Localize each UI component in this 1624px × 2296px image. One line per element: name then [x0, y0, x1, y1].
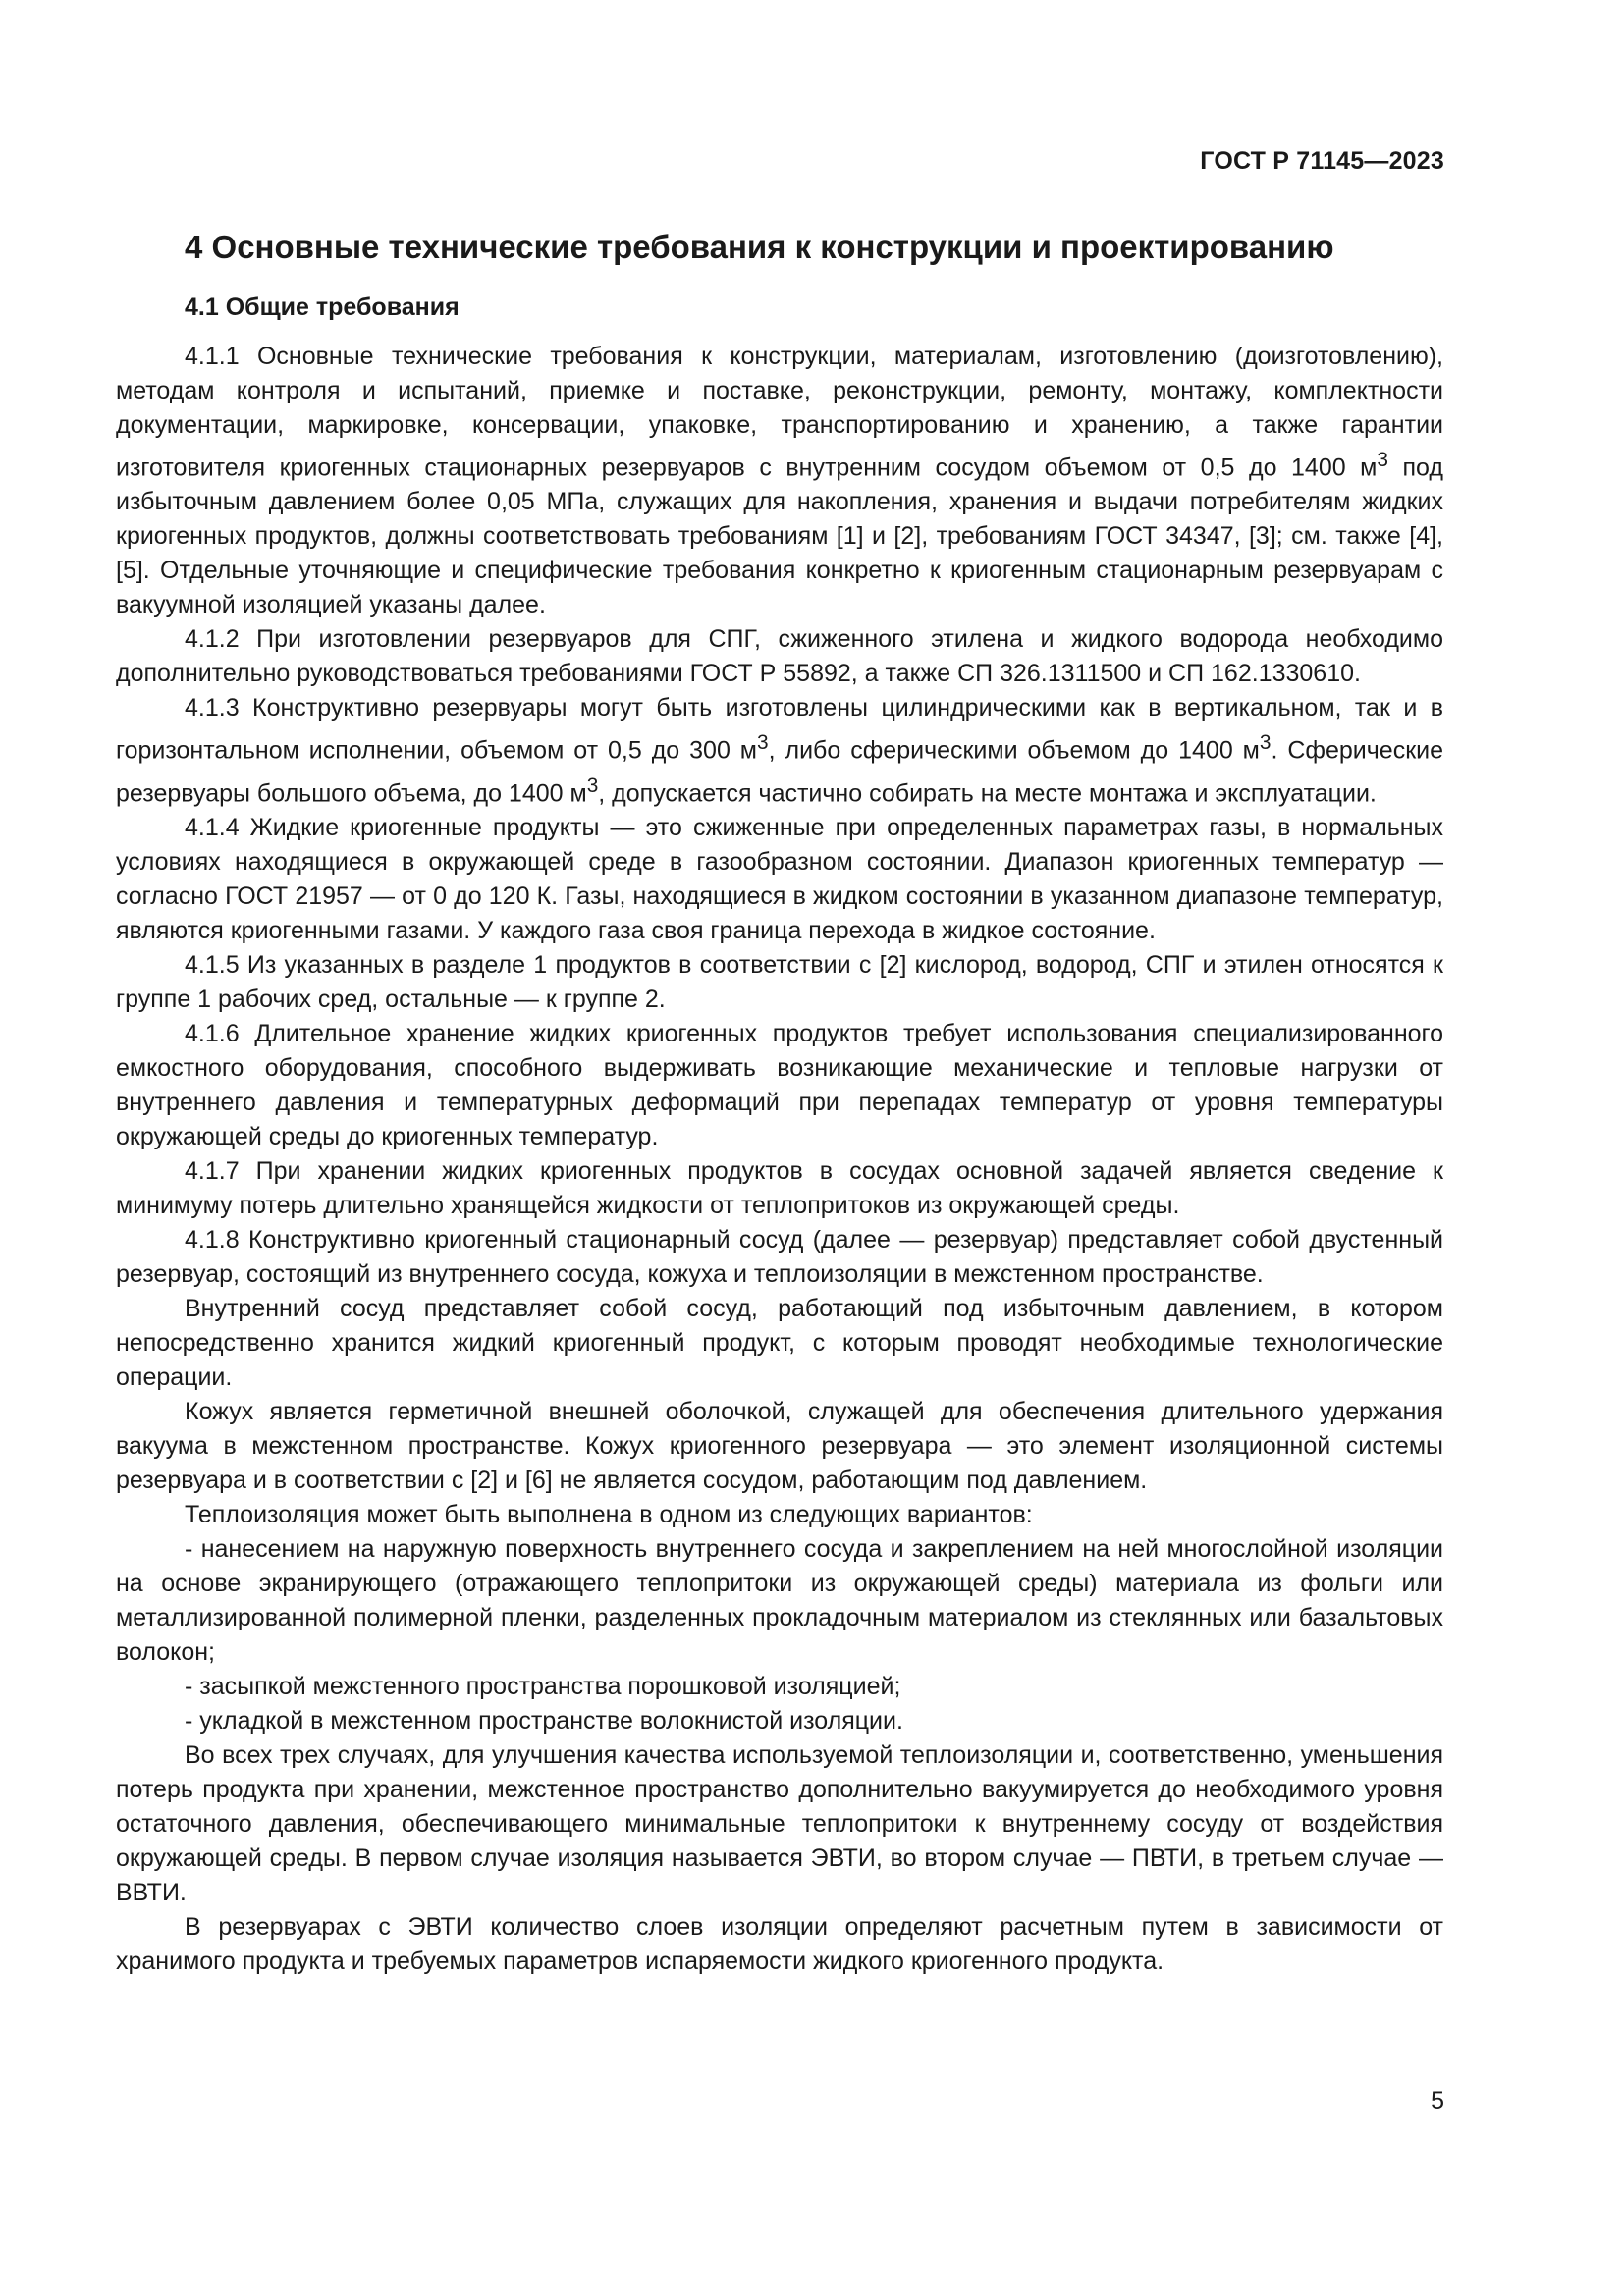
- paragraph-4-1-7: 4.1.7 При хранении жидких криогенных продуктов в сосудах основной задачей является сведение к минимуму потерь длительно хранящейся жидкости от теплопритоков из окружающей среды.: [116, 1156, 1443, 1219]
- page-number: 5: [1431, 2087, 1444, 2114]
- paragraph-4-1-3: 4.1.3 Конструктивно резервуары могут быть изготовлены цилиндрическими как в вертикальном, так и в горизонтальном исполнении, объемом от 0,5 до 300 $м^3$, либо сферическими объемом до 1400 $м^3$. Сферические резервуары большого объема, до 1400 $м^3$, допускается частично собирать на месте монтажа и эксплуатации.: [116, 694, 1444, 807]
- paragraph-layers: В резервуарах с ЭВТИ количество слоев изоляции определяют расчетным путем в зависимости от хранимого продукта и требуемых параметров испаряемости жидкого криогенного продукта.: [116, 1912, 1443, 1975]
- document-code: ГОСТ Р 71145—2023: [1200, 147, 1444, 175]
- page-content: [116, 228, 1443, 1979]
- list-item-fiber: - укладкой в межстенном пространстве волокнистой изоляции.: [185, 1706, 903, 1735]
- paragraph-inner-vessel: Внутренний сосуд представляет собой сосуд, работающий под избыточным давлением, в котором непосредственно хранится жидкий криогенный продукт, с которым проводят необходимые технологические операции.: [116, 1294, 1443, 1391]
- paragraph-4-1-6: 4.1.6 Длительное хранение жидких криогенных продуктов требует использования специализированного емкостного оборудования, способного выдерживать возникающие механические и тепловые нагрузки от внутреннего давления и температурных деформаций при перепадах температур от уровня температуры окружающей среды до криогенных температур.: [116, 1019, 1443, 1150]
- paragraph-jacket: Кожух является герметичной внешней оболочкой, служащей для обеспечения длительного удержания вакуума в межстенном пространстве. Кожух криогенного резервуара — это элемент изоляционной системы резервуара и в соответствии с [2] и [6] не является сосудом, работающим под давлением.: [116, 1397, 1443, 1494]
- paragraph-4-1-8: 4.1.8 Конструктивно криогенный стационарный сосуд (далее — резервуар) представляет собой двустенный резервуар, состоящий из внутреннего сосуда, кожуха и теплоизоляции в межстенном пространстве.: [116, 1225, 1443, 1288]
- paragraph-4-1-1: 4.1.1 Основные технические требования к конструкции, материалам, изготовлению (доизготовлению), методам контроля и испытаний, приемке и поставке, реконструкции, ремонту, монтажу, комплектности документации, маркировке, консервации, упаковке, транспортированию и хранению, а также гарантии изготовителя криогенных стационарных резервуаров с внутренним сосудом объемом от 0,5 до 1400 $м^3$ под избыточным давлением более 0,05 МПа, служащих для накопления, хранения и выдачи потребителям жидких криогенных продуктов, должны соответствовать требованиям [1] и [2], требованиям ГОСТ 34347, [3]; см. также [4], [5]. Отдельные уточняющие и специфические требования конкретно к криогенным стационарным резервуарам с вакуумной изоляцией указаны далее.: [116, 343, 1443, 619]
- list-item-powder: - засыпкой межстенного пространства порошковой изоляцией;: [185, 1672, 901, 1700]
- paragraph-4-1-4: 4.1.4 Жидкие криогенные продукты — это сжиженные при определенных параметрах газы, в нормальных условиях находящиеся в окружающей среде в газообразном состоянии. Диапазон криогенных температур — согласно ГОСТ 21957 — от 0 до 120 К. Газы, находящиеся в жидком состоянии в указанном диапазоне температур, являются криогенными газами. У каждого газа своя граница перехода в жидкое состояние.: [116, 813, 1443, 944]
- subsection-title: 4.1 Общие требования: [185, 294, 460, 321]
- paragraph-4-1-2: 4.1.2 При изготовлении резервуаров для СПГ, сжиженного этилена и жидкого водорода необходимо дополнительно руководствоваться требованиями ГОСТ Р 55892, а также СП 326.1311500 и СП 162.1330610.: [116, 625, 1443, 688]
- paragraph-4-1-5: 4.1.5 Из указанных в разделе 1 продуктов в соответствии с [2] кислород, водород, СПГ и этилен относятся к группе 1 рабочих сред, остальные — к группе 2.: [116, 950, 1443, 1013]
- list-item-mli: - нанесением на наружную поверхность внутреннего сосуда и закреплением на ней многослойной изоляции на основе экранирующего (отражающего теплопритоки из окружающей среды) материала из фольги или металлизированной полимерной пленки, разделенных прокладочным материалом из стеклянных или базальтовых волокон;: [116, 1534, 1443, 1666]
- paragraph-insulation-intro: Теплоизоляция может быть выполнена в одном из следующих вариантов:: [185, 1500, 1033, 1528]
- section-title: 4 Основные технические требования к конструкции и проектированию: [185, 229, 1334, 265]
- paragraph-vacuum: Во всех трех случаях, для улучшения качества используемой теплоизоляции и, соответственно, уменьшения потерь продукта при хранении, межстенное пространство дополнительно вакуумируется до необходимого уровня остаточного давления, обеспечивающего минимальные теплопритоки к внутреннему сосуду от воздействия окружающей среды. В первом случае изоляция называется ЭВТИ, во втором случае — ПВТИ, в третьем случае — ВВТИ.: [116, 1740, 1443, 1906]
